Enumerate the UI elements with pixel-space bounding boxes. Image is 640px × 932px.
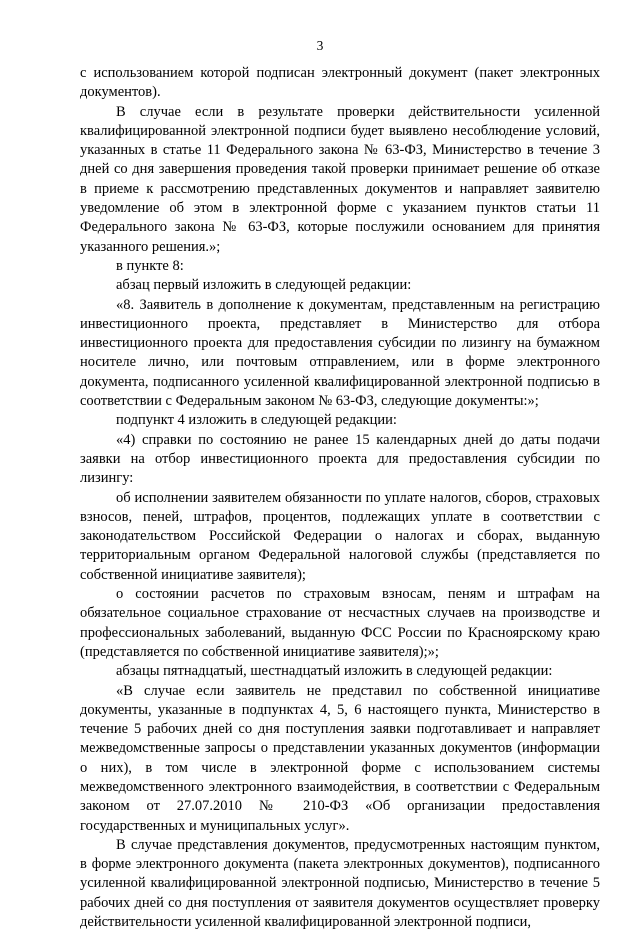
page-number: 3	[316, 38, 324, 53]
paragraph: В случае представления документов, предусмотренных настоящим пунктом, в форме электронного документа (пакета электронных документов), подписанного усиленной квалифицированной электронной подписью, Министерство в течение 5 рабочих дней со дня поступления от заявителя документов осуществляет проверку действительности усиленной квалифицированной электронной подписи,	[80, 836, 600, 931]
paragraph: об исполнении заявителем обязанности по уплате налогов, сборов, страховых взносов, пеней, штрафов, процентов, подлежащих уплате в соответствии с законодательством Российской Федерации о налогах и сборах, выданную территориальным органом Федеральной налоговой службы (представляется по собственной инициативе заявителя);	[80, 489, 600, 583]
paragraph: о состоянии расчетов по страховым взносам, пеням и штрафам на обязательное социальное страхование от несчастных случаев на производстве и профессиональных заболеваний, выданную ФСС России по Красноярскому краю (представляется по собственной инициативе заявителя);»;	[80, 586, 600, 660]
paragraph: «8. Заявитель в дополнение к документам, представленным на регистрацию инвестиционного проекта, представляет в Министерство для отбора инвестиционного проекта для предоставления субсидии по лизингу на бумажном носителе лично, или почтовым отправлением, или в форме электронного документа, подписанного усиленной квалифицированной электронной подписью в соответствии с Федеральным законом № 63-ФЗ, следующие документы:»;	[80, 296, 600, 410]
paragraph: с использованием которой подписан электронный документ (пакет электронных документов).	[80, 65, 600, 101]
paragraph: абзац первый изложить в следующей редакции:	[116, 277, 412, 294]
paragraph: В случае если в результате проверки действительности усиленной квалифицированной электронной подписи будет выявлено несоблюдение условий, указанных в статье 11 Федерального закона № 63-ФЗ, Министерство в течение 3 дней со дня завершения проведения такой проверки принимает решение об отказе в приеме к рассмотрению представленных документов и направляет заявителю уведомление об этом в электронной форме с указанием пунктов статьи 11 Федерального закона № 63-ФЗ, которые послужили основанием для принятия указанного решения.»;	[80, 103, 600, 255]
document-body	[80, 64, 600, 932]
paragraph: «4) справки по состоянию не ранее 15 календарных дней до даты подачи заявки на отбор инвестиционного проекта для предоставления субсидии по лизингу:	[80, 431, 600, 487]
paragraph: абзацы пятнадцатый, шестнадцатый изложить в следующей редакции:	[116, 663, 553, 680]
paragraph: «В случае если заявитель не представил по собственной инициативе документы, указанные в подпунктах 4, 5, 6 настоящего пункта, Министерство в течение 5 рабочих дней со дня поступления заявки подготавливает и направляет межведомственные запросы о представлении указанных документов (информации о них), в том числе в электронной форме с использованием системы межведомственного электронного взаимодействия, в соответствии с Федеральным законом от 27.07.2010 № 210-ФЗ «Об организации предоставления государственных и муниципальных услуг».	[80, 682, 600, 834]
paragraph: подпункт 4 изложить в следующей редакции:	[116, 412, 397, 429]
paragraph: в пункте 8:	[116, 257, 184, 274]
